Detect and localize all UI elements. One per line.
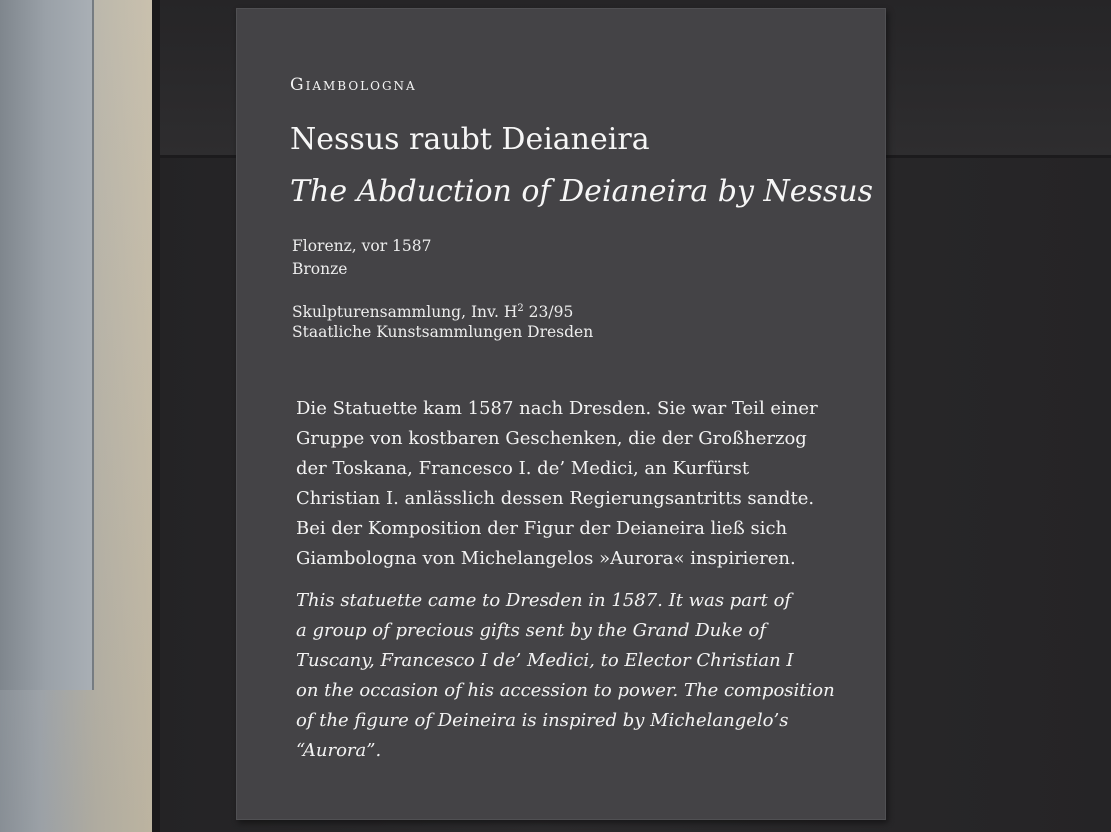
text-line: Tuscany, Francesco I de’ Medici, to Elector Christian I <box>296 650 794 671</box>
place-date: Florenz, vor 1587 <box>292 237 432 255</box>
left-display-pedestal <box>0 0 94 690</box>
artist-name: Giambologna <box>290 75 417 95</box>
description-english <box>296 586 866 766</box>
text-line: Gruppe von kostbaren Geschenken, die der Großherzog <box>296 428 807 449</box>
text-line: a group of precious gifts sent by the Grand Duke of <box>296 620 767 641</box>
text-line: This statuette came to Dresden in 1587. It was part of <box>296 590 792 611</box>
text-line: Giambologna von Michelangelos »Aurora« inspirieren. <box>296 548 796 569</box>
text-line: Bei der Komposition der Figur der Deianeira ließ sich <box>296 518 788 539</box>
collection-inventory <box>292 298 573 323</box>
plinth-edge <box>152 0 160 832</box>
title-german: Nessus raubt Deianeira <box>290 122 650 157</box>
collection-prefix: Skulpturensammlung, Inv. H <box>292 303 518 321</box>
inventory-superscript: 2 <box>517 303 524 314</box>
text-line: “Aurora”. <box>296 740 382 761</box>
inventory-number: 23/95 <box>523 303 574 321</box>
title-english: The Abduction of Deianeira by Nessus <box>290 174 874 209</box>
text-line: on the occasion of his accession to power. The composition <box>296 680 835 701</box>
museum-label-card <box>236 8 886 820</box>
text-line: Die Statuette kam 1587 nach Dresden. Sie war Teil einer <box>296 398 818 419</box>
institution: Staatliche Kunstsammlungen Dresden <box>292 323 594 341</box>
text-line: der Toskana, Francesco I. de’ Medici, an Kurfürst <box>296 458 750 479</box>
text-line: Christian I. anlässlich dessen Regierungsantritts sandte. <box>296 488 815 509</box>
text-line: of the figure of Deineira is inspired by Michelangelo’s <box>296 710 789 731</box>
material: Bronze <box>292 260 348 278</box>
description-german <box>296 394 866 574</box>
